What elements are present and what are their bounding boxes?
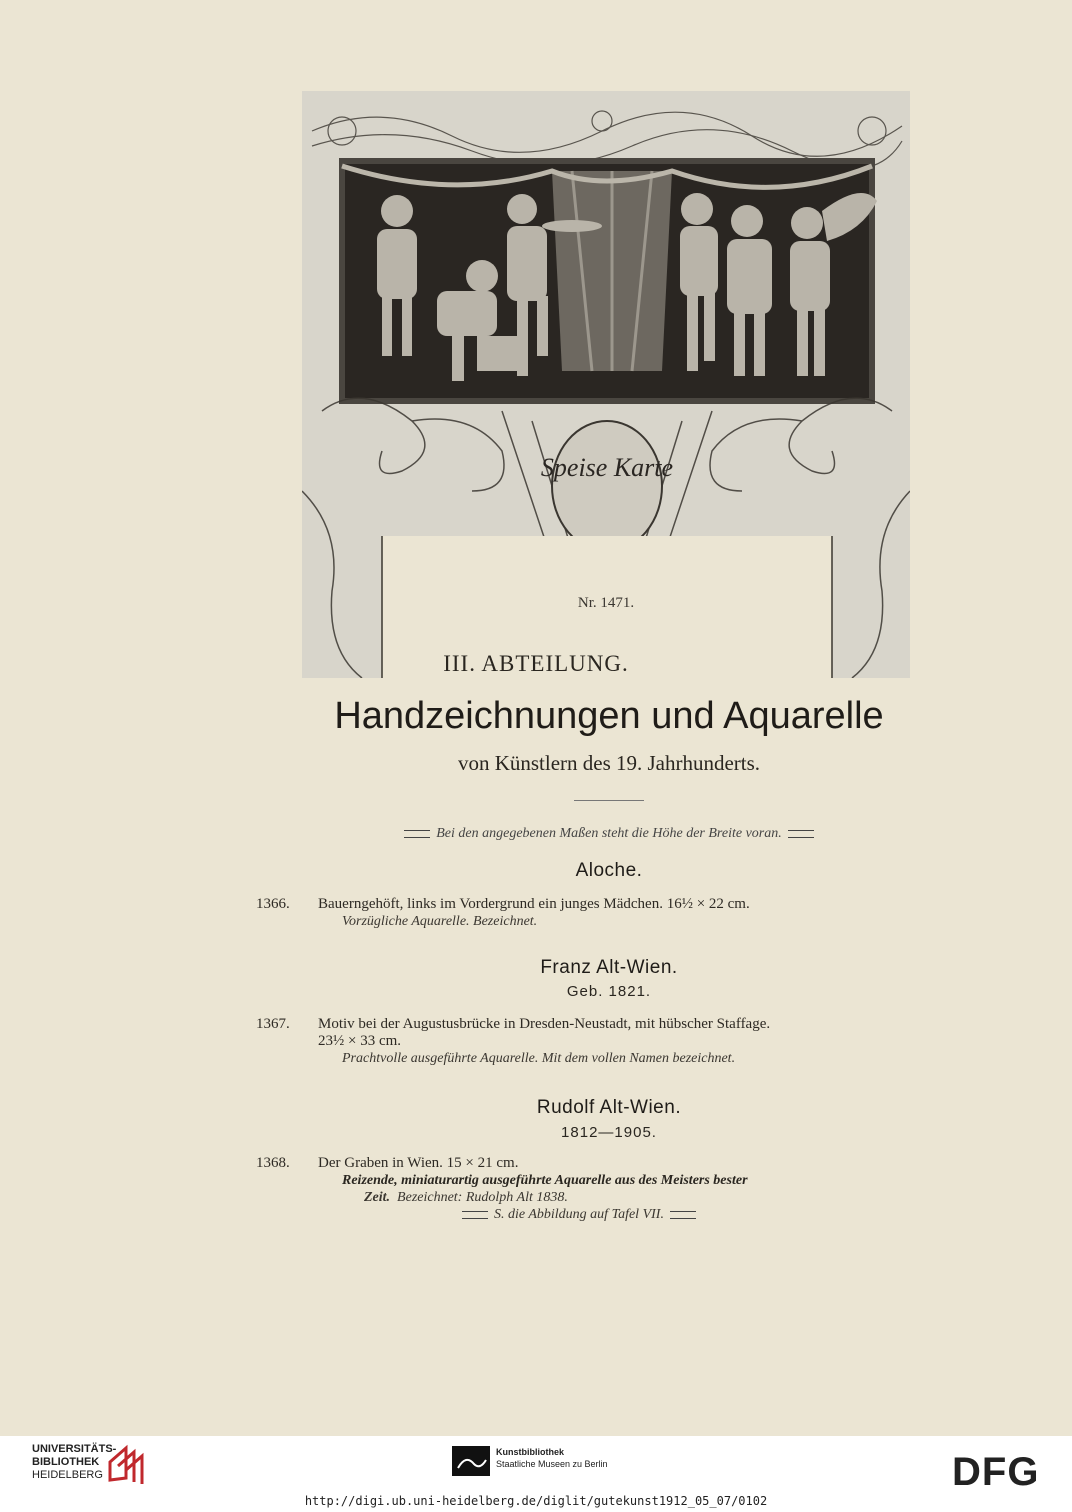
dash-ornament <box>788 830 814 838</box>
catalog-entry <box>256 1155 956 1223</box>
entry-description-bold: Reizende, miniaturartig ausgeführte Aquarelle aus des Meisters bester <box>342 1173 748 1188</box>
entry-number: 1367. <box>256 1016 290 1032</box>
page-subtitle: von Künstlern des 19. Jahrhunderts. <box>457 751 761 775</box>
entry-text: Der Graben in Wien. 15 × 21 cm. <box>318 1155 519 1171</box>
artist-name: Aloche. <box>575 860 643 881</box>
kunstbibliothek-logo-icon <box>452 1446 490 1476</box>
entry-description: Prachtvolle ausgeführte Aquarelle. Mit dem vollen Namen bezeichnet. <box>342 1051 736 1066</box>
kunstbibliothek-text <box>496 1446 608 1470</box>
uni-line-3: HEIDELBERG <box>32 1469 103 1481</box>
dash-ornament <box>670 1211 696 1219</box>
dfg-logo: DFG <box>952 1450 1040 1494</box>
kb-line-2: Staatliche Museen zu Berlin <box>496 1459 608 1469</box>
catalog-entry <box>256 896 956 930</box>
artist-name: Franz Alt-Wien. <box>540 957 678 978</box>
artist-dates: Geb. 1821. <box>566 983 652 1000</box>
kb-line-1: Kunstbibliothek <box>496 1447 564 1457</box>
entry-number: 1368. <box>256 1155 290 1171</box>
entry-dimensions: 23½ × 33 cm. <box>318 1033 402 1049</box>
entry-signature: Bezeichnet: Rudolph Alt 1838. <box>397 1190 568 1205</box>
catalog-entry <box>256 1016 956 1067</box>
plate-caption: Nr. 1471. <box>577 595 635 611</box>
uni-line-1: UNIVERSITÄTS- <box>32 1443 117 1455</box>
page-title: Handzeichnungen und Aquarelle <box>334 695 884 737</box>
uni-line-2: BIBLIOTHEK <box>32 1456 100 1468</box>
measurement-note <box>0 826 1072 842</box>
note-text: Bei den angegebenen Maßen steht die Höhe der Breite voran. <box>436 826 782 841</box>
plate-reference <box>256 1206 956 1223</box>
dash-ornament <box>462 1211 488 1219</box>
illustration-plate <box>302 91 910 678</box>
footer-bar <box>0 1436 1072 1512</box>
entry-text: Bauerngehöft, links im Vordergrund ein junges Mädchen. 16½ × 22 cm. <box>318 896 750 912</box>
entry-description-cont <box>256 1189 956 1206</box>
entry-text: Motiv bei der Augustusbrücke in Dresden-Neustadt, mit hübscher Staffage. <box>318 1016 771 1032</box>
dash-ornament <box>404 830 430 838</box>
divider <box>574 800 644 801</box>
artist-dates: 1812—1905. <box>561 1124 657 1141</box>
entry-number: 1366. <box>256 896 290 912</box>
university-logo-icon <box>104 1442 148 1486</box>
section-heading: III. ABTEILUNG. <box>443 651 629 676</box>
artist-name: Rudolf Alt-Wien. <box>536 1097 682 1118</box>
menu-card-illustration <box>302 91 910 678</box>
banner-text: Speise Karte <box>540 453 674 482</box>
entry-description-bold-word: Zeit. <box>364 1190 391 1205</box>
plate-reference-text: S. die Abbildung auf Tafel VII. <box>494 1207 664 1222</box>
page-url-link[interactable]: http://digi.ub.uni-heidelberg.de/diglit/gutekunst1912_05_07/0102 <box>304 1494 768 1508</box>
entry-description: Vorzügliche Aquarelle. Bezeichnet. <box>342 914 538 929</box>
